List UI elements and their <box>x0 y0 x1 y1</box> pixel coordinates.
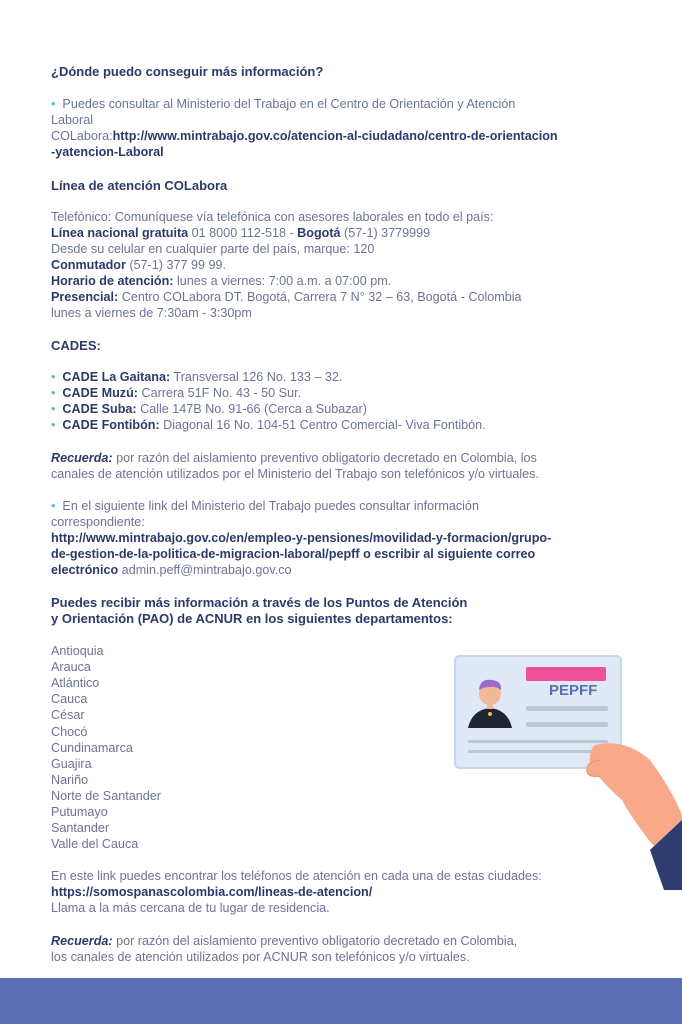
pepff-link-3: electrónico <box>51 563 119 577</box>
department-item: Nariño <box>51 772 89 787</box>
cade-name: CADE Fontibón: <box>62 418 160 432</box>
recuerda-text: por razón del aislamiento preventivo obligatorio decretado en Colombia, <box>112 934 518 948</box>
presencial-label: Presencial: <box>51 290 119 304</box>
card-pink-bar <box>526 667 606 681</box>
department-item: Antioquia <box>51 644 104 658</box>
cade-addr: Carrera 51F No. 43 - 50 Sur. <box>137 386 302 400</box>
pepff-link-2[interactable]: de-gestion-de-la-politica-de-migracion-laboral/pepff o escribir al siguiente correo <box>51 547 536 561</box>
pao-heading-1: Puedes recibir más información a través de los Puntos de Atención <box>51 595 468 610</box>
colabora-presencial-hours: lunes a viernes de 7:30am - 3:30pm <box>51 306 252 320</box>
department-item: Cundinamarca <box>51 740 133 755</box>
colabora-cel: Desde su celular en cualquier parte del país, marque: 120 <box>51 242 375 256</box>
national-value: 01 8000 112-518 - <box>188 226 298 240</box>
recuerda-1-line-1 <box>51 450 537 466</box>
pepff-text: En el siguiente link del Ministerio del Trabajo puedes consultar información <box>62 499 479 513</box>
cade-item <box>51 417 486 433</box>
info-text: Puedes consultar al Ministerio del Trabajo en el Centro de Orientación y Atención <box>62 97 516 111</box>
conm-label: Conmutador <box>51 258 126 272</box>
department-item: Valle del Cauca <box>51 837 139 852</box>
colabora-presencial <box>51 289 522 305</box>
cade-addr: Diagonal 16 No. 104-51 Centro Comercial- Viva Fontibón. <box>159 418 486 432</box>
colabora-heading: Línea de atención COLabora <box>51 178 228 193</box>
hours-label: Horario de atención: <box>51 274 174 288</box>
recuerda-text: por razón del aislamiento preventivo obligatorio decretado en Colombia, los <box>112 451 537 465</box>
cades-heading: CADES: <box>51 338 101 353</box>
bullet-icon: • <box>51 370 56 384</box>
lineas-link[interactable]: https://somospanascolombia.com/lineas-de-atencion/ <box>51 885 373 899</box>
colabora-tel: Telefónico: Comuníquese vía telefónica con asesores laborales en todo el país: <box>51 210 494 224</box>
pepff-email[interactable]: admin.peff@mintrabajo.gov.co <box>118 563 292 577</box>
pao-heading-2: y Orientación (PAO) de ACNUR en los siguientes departamentos: <box>51 611 453 626</box>
recuerda-2-line-2: los canales de atención utilizados por ACNUR son telefónicos y/o virtuales. <box>51 950 470 964</box>
pepff-line-2: correspondiente: <box>51 515 145 529</box>
lineas-line-3: Llama a la más cercana de tu lugar de residencia. <box>51 901 330 915</box>
presencial-value: Centro COLabora DT. Bogotá, Carrera 7 N° 32 – 63, Bogotá - Colombia <box>118 290 522 304</box>
hours-value: lunes a viernes: 7:00 a.m. a 07:00 pm. <box>173 274 392 288</box>
colabora-conm <box>51 257 226 273</box>
department-item: Norte de Santander <box>51 788 161 803</box>
colabora-national <box>51 225 430 241</box>
department-item: Arauca <box>51 660 91 675</box>
bullet-icon: • <box>51 418 56 432</box>
pepff-line-5 <box>51 562 292 578</box>
colabora-prefix: COLabora: <box>51 129 113 143</box>
cade-item <box>51 401 367 417</box>
recuerda-2-line-1 <box>51 933 517 949</box>
national-label: Línea nacional gratuita <box>51 226 189 240</box>
department-item: César <box>51 708 85 723</box>
cade-addr: Calle 147B No. 91-66 (Cerca a Subazar) <box>136 402 367 416</box>
lineas-line-1: En este link puedes encontrar los teléfonos de atención en cada una de estas ciudades: <box>51 869 542 883</box>
pepff-line-1 <box>51 498 479 514</box>
department-item: Guajira <box>51 756 92 771</box>
id-card-illustration <box>450 650 682 890</box>
department-item: Santander <box>51 821 110 836</box>
footer-bar <box>0 978 682 1024</box>
pepff-link-1[interactable]: http://www.mintrabajo.gov.co/en/empleo-y-pensiones/movilidad-y-formacion/grupo- <box>51 531 552 545</box>
department-item: Cauca <box>51 692 88 707</box>
cade-item <box>51 385 301 401</box>
info-line-1 <box>51 96 515 112</box>
info-line-2: Laboral <box>51 113 94 127</box>
cade-name: CADE Suba: <box>62 402 137 416</box>
colabora-link[interactable]: http://www.mintrabajo.gov.co/atencion-al-ciudadano/centro-de-orientacion <box>112 129 558 143</box>
cade-name: CADE La Gaitana: <box>62 370 171 384</box>
bullet-icon: • <box>51 402 56 416</box>
recuerda-label: Recuerda: <box>51 934 113 948</box>
card-label: PEPFF <box>549 682 598 699</box>
bullet-icon: • <box>51 499 56 513</box>
info-line-3 <box>51 128 558 144</box>
colabora-link-cont[interactable]: -yatencion-Laboral <box>51 145 164 159</box>
bullet-icon: • <box>51 386 56 400</box>
cade-name: CADE Muzú: <box>62 386 138 400</box>
department-item: Atlántico <box>51 676 100 691</box>
bogota-value: (57-1) 3779999 <box>340 226 431 240</box>
bullet-icon: • <box>51 97 56 111</box>
hand-icon <box>587 743 682 890</box>
cade-item <box>51 369 342 385</box>
department-item: Chocó <box>51 724 88 739</box>
recuerda-1-line-2: canales de atención utilizados por el Ministerio del Trabajo son telefónicos y/o virtuales. <box>51 467 539 481</box>
colabora-hours <box>51 273 391 289</box>
cade-addr: Transversal 126 No. 133 – 32. <box>170 370 343 384</box>
department-item: Putumayo <box>51 805 108 819</box>
info-heading: ¿Dónde puedo conseguir más información? <box>51 64 324 79</box>
conm-value: (57-1) 377 99 99. <box>125 258 226 272</box>
bogota-label: Bogotá <box>297 226 341 240</box>
recuerda-label: Recuerda: <box>51 451 113 465</box>
